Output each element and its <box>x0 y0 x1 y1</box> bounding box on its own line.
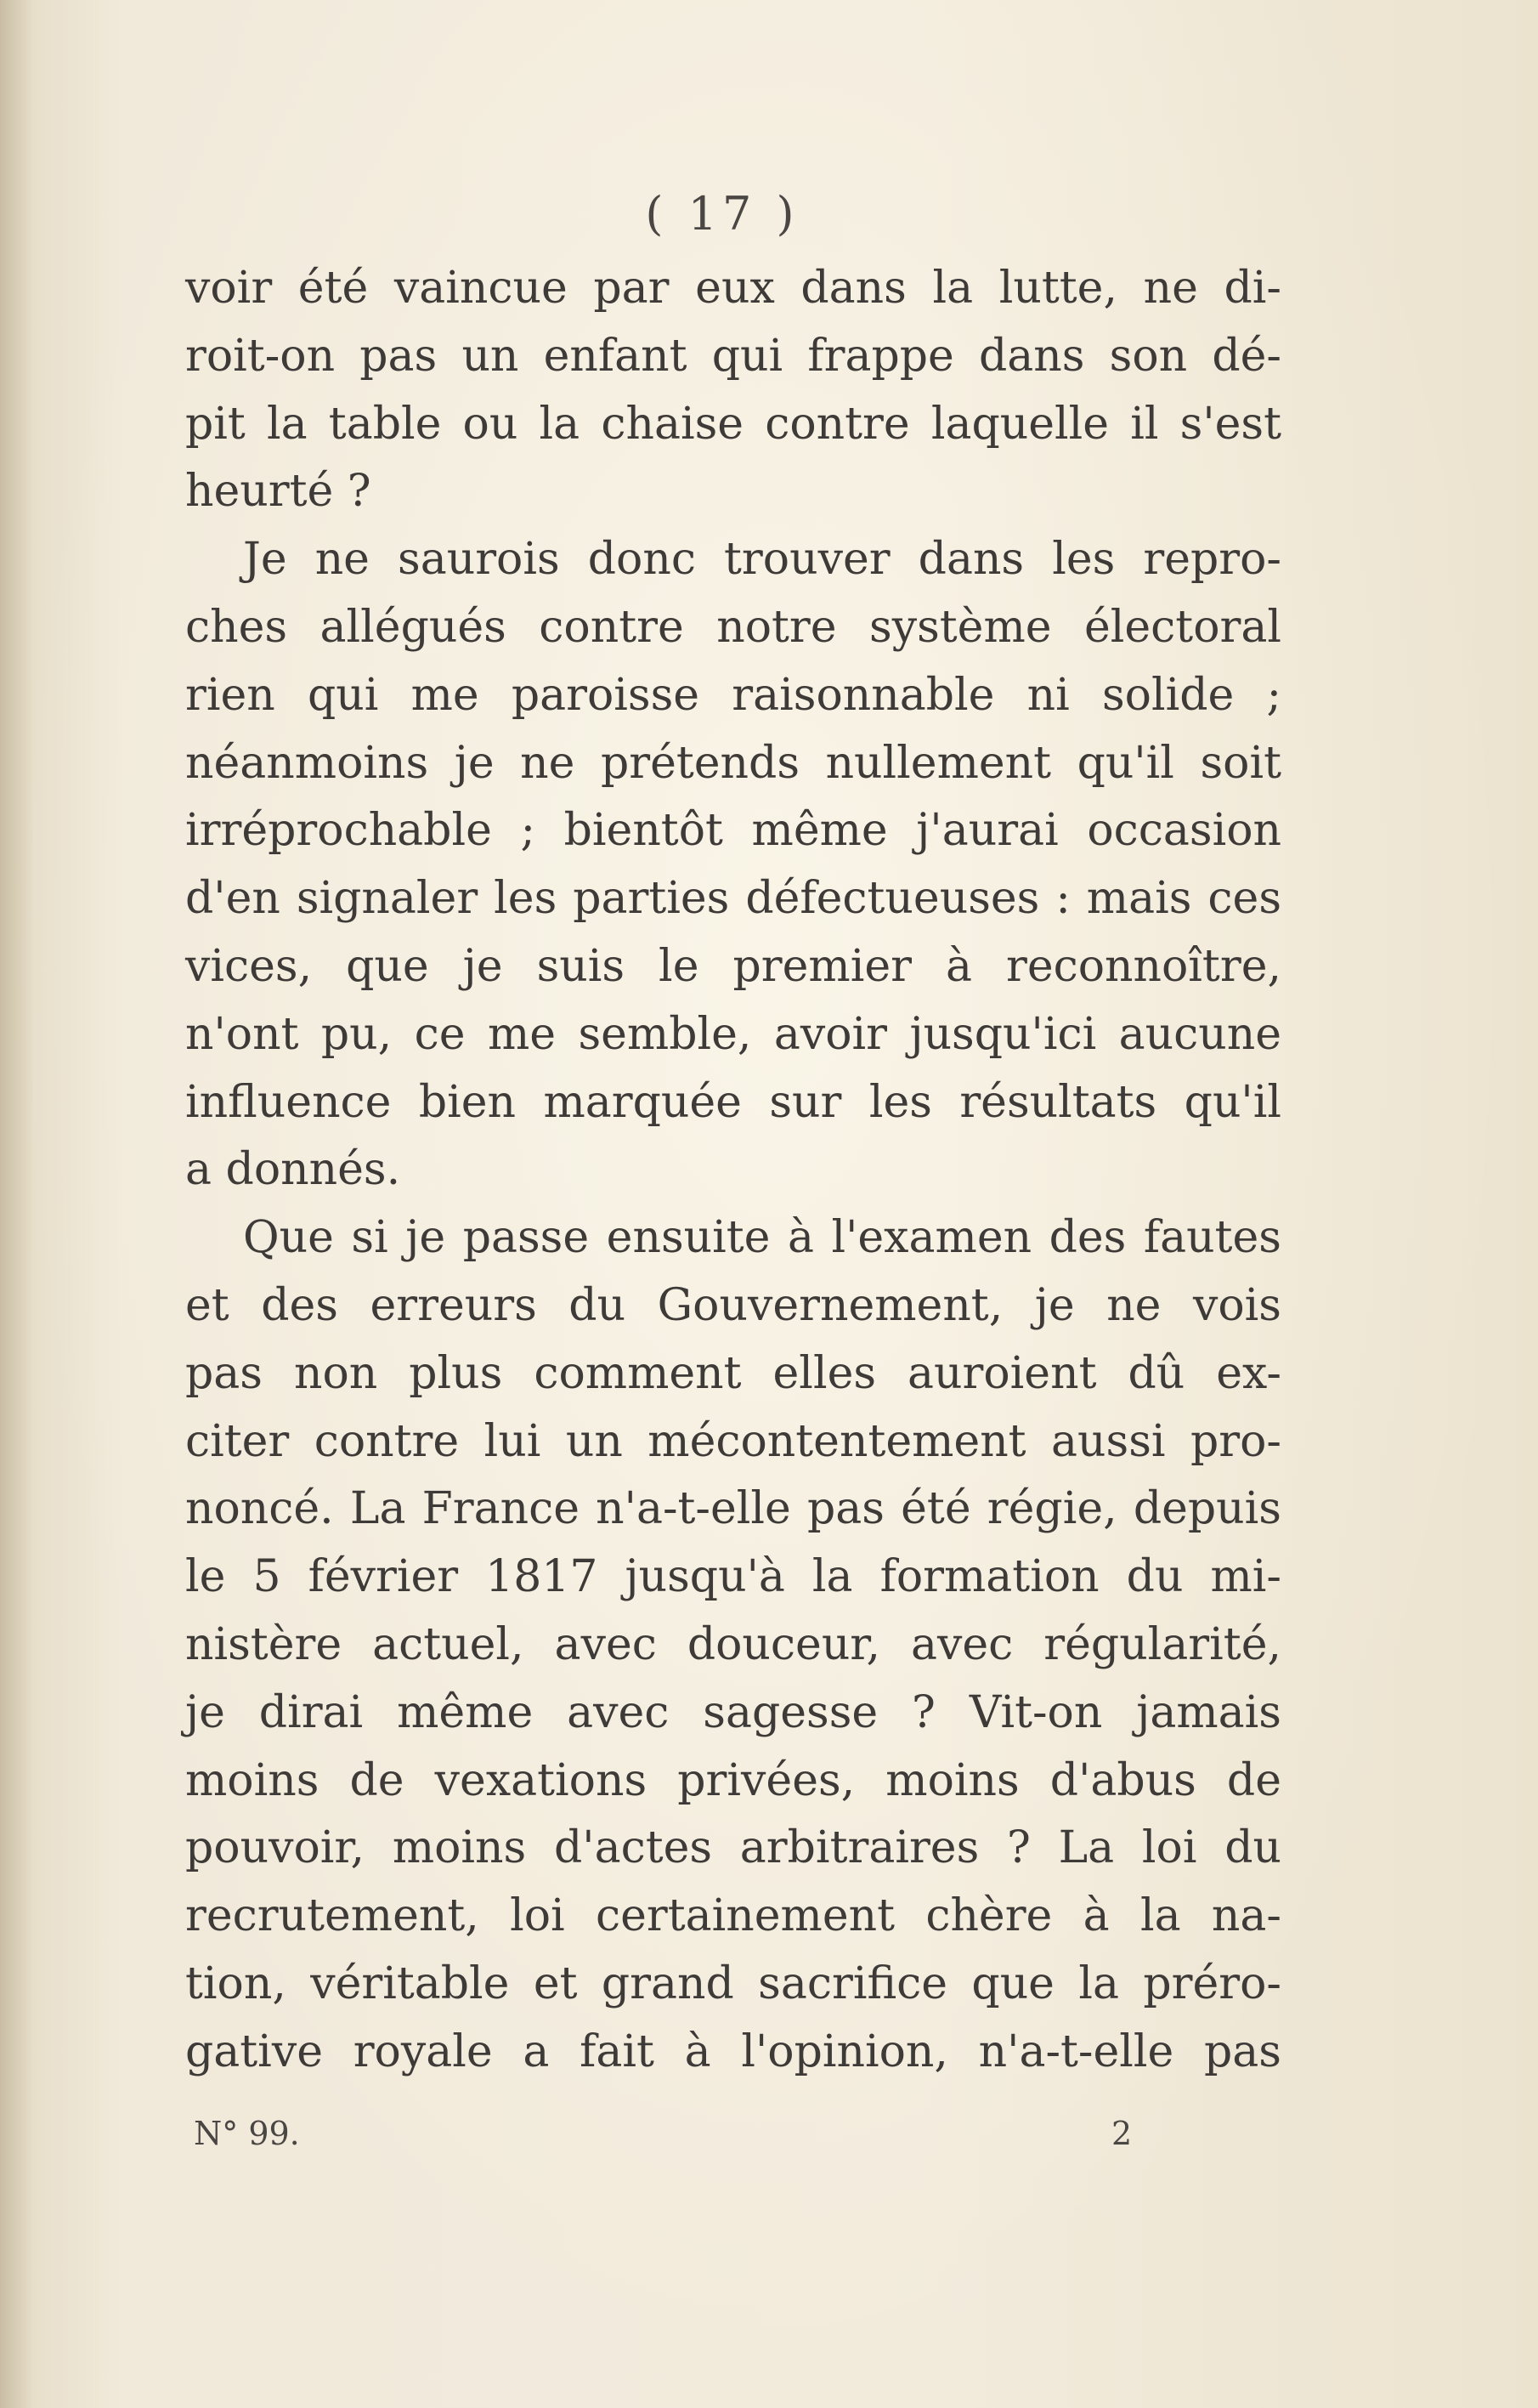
text-line: n'ont pu, ce me semble, avoir jusqu'ici aucune <box>185 1008 1281 1060</box>
text-line: tion, véritable et grand sacrifice que la préro- <box>185 1958 1281 2009</box>
text-line: heurté ? <box>185 466 371 518</box>
text-line: influence bien marquée sur les résultats qu'il <box>185 1076 1281 1128</box>
body-text <box>185 255 1281 2087</box>
text-line: irréprochable ; bientôt même j'aurai occasion <box>185 805 1281 857</box>
page-number: ( 17 ) <box>645 187 800 241</box>
text-line: voir été vaincue par eux dans la lutte, ne di- <box>185 263 1281 314</box>
text-line: ches allégués contre notre système électoral <box>185 601 1281 653</box>
text-line: et des erreurs du Gouvernement, je ne vois <box>185 1279 1281 1331</box>
text-line: rien qui me paroisse raisonnable ni solide ; <box>185 669 1281 721</box>
text-line: roit-on pas un enfant qui frappe dans son dé- <box>185 330 1281 382</box>
text-line: recrutement, loi certainement chère à la na- <box>185 1890 1281 1942</box>
text-line: gative royale a fait à l'opinion, n'a-t-elle pas <box>185 2026 1281 2077</box>
text-line: je dirai même avec sagesse ? Vit-on jamais <box>185 1686 1281 1738</box>
text-line: Je ne saurois donc trouver dans les repro- <box>243 534 1281 586</box>
page-edge-shadow <box>0 0 34 2408</box>
text-line: noncé. La France n'a-t-elle pas été régie, depuis <box>185 1483 1281 1535</box>
text-line: a donnés. <box>185 1144 401 1196</box>
signature-mark: N° 99. <box>194 2115 300 2152</box>
text-line: néanmoins je ne prétends nullement qu'il soit <box>185 737 1281 789</box>
text-line: nistère actuel, avec douceur, avec régularité, <box>185 1618 1281 1670</box>
text-line: pit la table ou la chaise contre laquelle il s'est <box>185 398 1281 450</box>
text-line: le 5 février 1817 jusqu'à la formation du mi- <box>185 1551 1281 1603</box>
text-line: d'en signaler les parties défectueuses : mais ces <box>185 873 1281 925</box>
text-line: moins de vexations privées, moins d'abus de <box>185 1754 1281 1806</box>
text-line: Que si je passe ensuite à l'examen des fautes <box>243 1212 1281 1264</box>
text-line: pas non plus comment elles auroient dû ex- <box>185 1347 1281 1399</box>
sheet-number: 2 <box>1111 2115 1133 2152</box>
text-line: vices, que je suis le premier à reconnoître, <box>185 940 1281 992</box>
text-line: pouvoir, moins d'actes arbitraires ? La loi du <box>185 1822 1281 1874</box>
text-line: citer contre lui un mécontentement aussi pro- <box>185 1415 1281 1467</box>
